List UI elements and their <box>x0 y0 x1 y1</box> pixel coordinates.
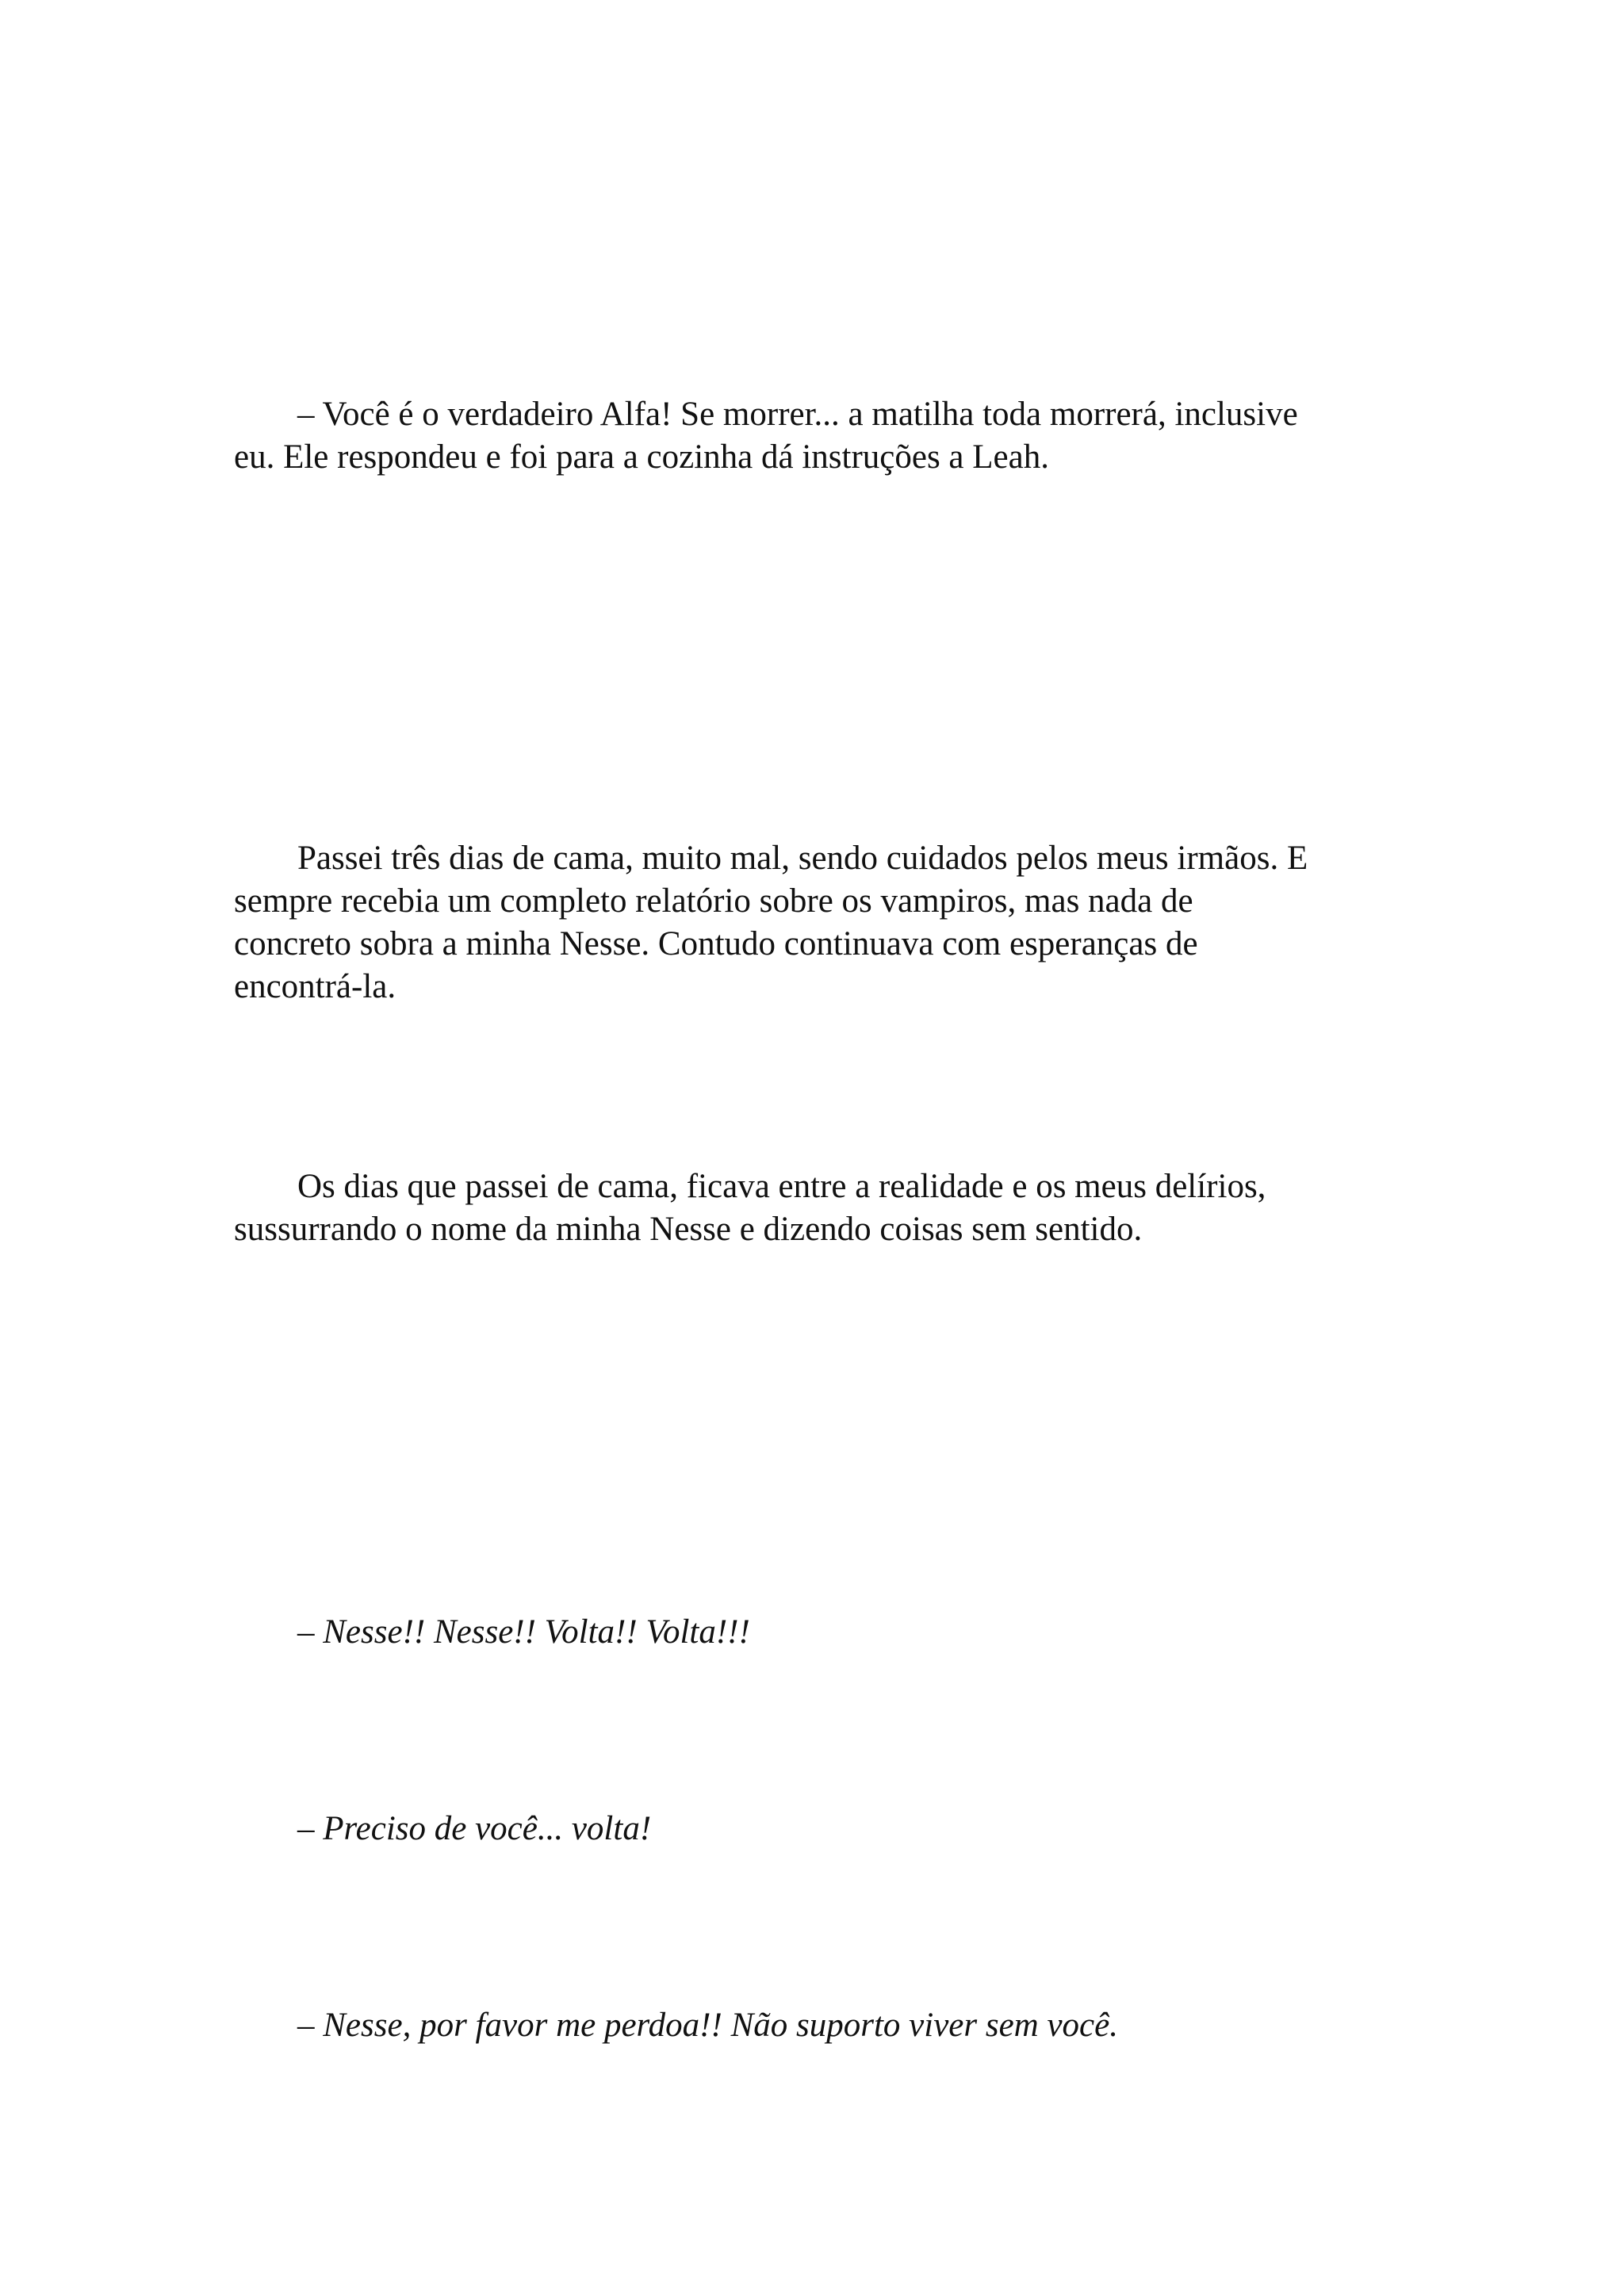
paragraph-line: concreto sobra a minha Nesse. Contudo continuava com esperanças de <box>234 925 1198 962</box>
paragraph-alfa-dialogue <box>234 393 1408 479</box>
paragraph-line: eu. Ele respondeu e foi para a cozinha dá instruções a Leah. <box>234 438 1049 476</box>
paragraph-line: encontrá-la. <box>234 968 396 1005</box>
paragraph-line: sussurrando o nome da minha Nesse e dizendo coisas sem sentido. <box>234 1211 1143 1248</box>
paragraph-three-days <box>234 837 1408 1008</box>
paragraph-line: sempre recebia um completo relatório sobre os vampiros, mas nada de <box>234 882 1193 920</box>
italic-dialogue-line <box>234 1808 1408 1850</box>
paragraph-line: Passei três dias de cama, muito mal, sendo cuidados pelos meus irmãos. E <box>297 840 1308 877</box>
paragraph-line: – Você é o verdadeiro Alfa! Se morrer... a matilha toda morrerá, inclusive <box>297 396 1298 433</box>
paragraph-delirium <box>234 1165 1408 1251</box>
paragraph-line: Os dias que passei de cama, ficava entre a realidade e os meus delírios, <box>297 1168 1266 1205</box>
paragraph-line: – Nesse, por favor me perdoa!! Não suporto viver sem você. <box>297 2007 1118 2044</box>
paragraph-line: – Preciso de você... volta! <box>297 1810 652 1847</box>
italic-dialogue-line <box>234 1611 1408 1654</box>
italic-dialogue-line <box>234 2004 1408 2047</box>
paragraph-line: – Nesse!! Nesse!! Volta!! Volta!!! <box>297 1613 750 1651</box>
